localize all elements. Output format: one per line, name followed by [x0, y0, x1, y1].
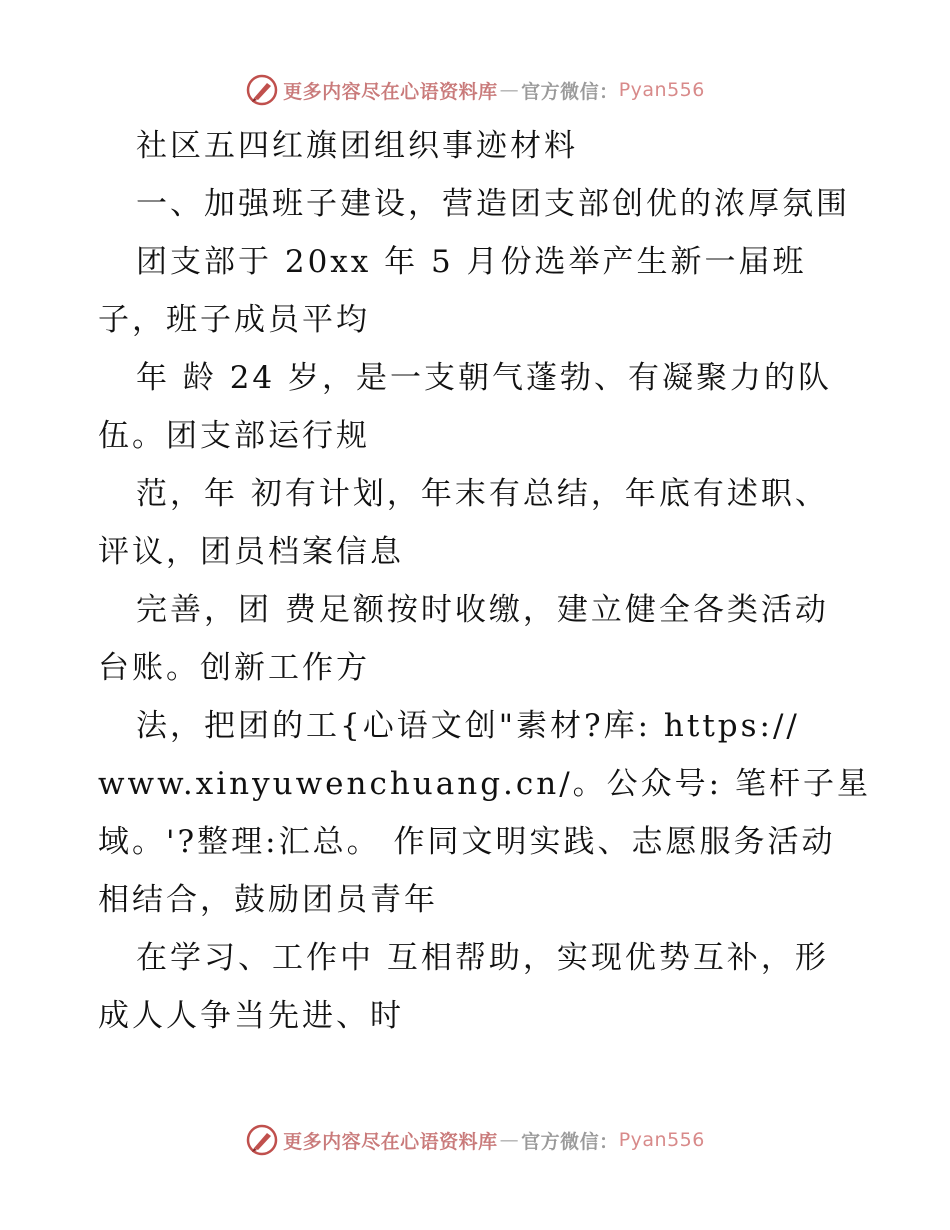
paragraph-line: 范，年 初有计划，年末有总结，年底有述职、 — [136, 476, 829, 512]
watermark-official-text: 官方微信： — [521, 1130, 619, 1153]
paragraph-line: 伍。团支部运行规 — [98, 418, 370, 454]
paragraph-line: 年 龄 24 岁，是一支朝气蓬勃、有凝聚力的队 — [136, 360, 833, 396]
watermark-account-id: Pyan556 — [618, 79, 705, 101]
paragraph-line: 团支部于 20xx 年 5 月份选举产生新一届班 — [136, 244, 807, 280]
watermark-site-text: 更多内容尽在心语资料库 — [283, 1130, 498, 1153]
paragraph-line: 域。'?整理:汇总。 作同文明实践、志愿服务活动 — [98, 824, 836, 860]
paragraph-line: 成人人争当先进、时 — [98, 998, 404, 1034]
footer-watermark — [0, 1120, 950, 1160]
watermark-account-id: Pyan556 — [618, 1129, 705, 1151]
paragraph-line: 台账。创新工作方 — [98, 650, 370, 686]
watermark-site-text: 更多内容尽在心语资料库 — [283, 80, 498, 103]
paragraph-line: 完善，团 费足额按时收缴，建立健全各类活动 — [136, 592, 829, 628]
header-watermark — [0, 70, 950, 110]
paragraph-line: www.xinyuwenchuang.cn/。公众号: 笔杆子星 — [98, 766, 871, 802]
watermark-official-text: 官方微信： — [521, 80, 619, 103]
watermark-separator: — — [499, 1129, 520, 1151]
paragraph-line: 相结合，鼓励团员青年 — [98, 882, 438, 918]
pen-logo-icon — [245, 73, 279, 107]
watermark-separator: — — [499, 79, 520, 101]
paragraph-line: 在学习、工作中 互相帮助，实现优势互补，形 — [136, 940, 829, 976]
paragraph-line: 评议，团员档案信息 — [98, 534, 404, 570]
section-heading: 一、加强班子建设，营造团支部创优的浓厚氛围 — [136, 186, 850, 222]
paragraph-line: 子，班子成员平均 — [98, 302, 370, 338]
document-title: 社区五四红旗团组织事迹材料 — [136, 128, 578, 164]
paragraph-line: 法，把团的工{心语文创"素材?库: https:// — [136, 708, 800, 744]
pen-logo-icon — [245, 1123, 279, 1157]
